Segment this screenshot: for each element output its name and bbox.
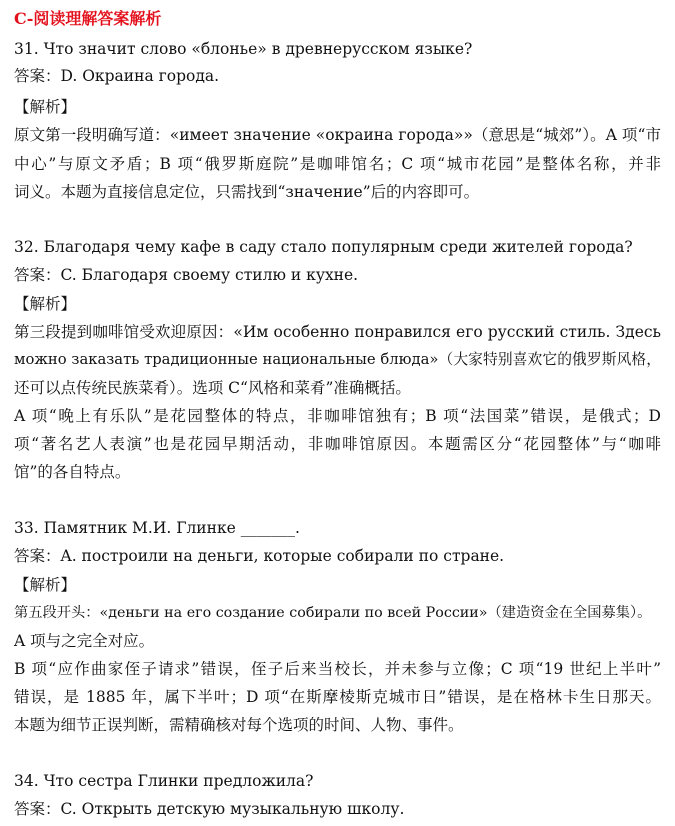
question-31-answer: 答案：D. Окраина города. [14, 67, 220, 85]
question-32-analysis-line: A 项“晚上有乐队”是花园整体的特点，非咖啡馆独有；B 项“法国菜”错误，是俄式；D [14, 407, 661, 425]
question-33-analysis-line: 第五段开头：«деньги на его создание собирали по всей России»（建造资金在全国募集）。 [14, 605, 652, 621]
question-33-analysis-line: 本题为细节正误判断，需精确核对每个选项的时间、人物、事件。 [14, 716, 464, 734]
question-33-text: 33. Памятник М.И. Глинке _______. [14, 519, 300, 537]
question-32-analysis-line: 馆”的各自特点。 [14, 463, 131, 481]
question-32-analysis-line: 项“著名艺人表演”也是花园早期活动，非咖啡馆原因。本题需区分“花园整体”与“咖啡 [14, 435, 661, 453]
question-33-answer: 答案：A. построили на деньги, которые собирали по стране. [14, 547, 505, 565]
question-32-analysis-line: 第三段提到咖啡馆受欢迎原因：«Им особенно понравился его русский стиль. Здесь [14, 323, 661, 341]
question-34-text: 34. Что сестра Глинки предложила? [14, 772, 314, 790]
question-31-analysis-line: 中心”与原文矛盾；B 项“俄罗斯庭院”是咖啡馆名；C 项“城市花园”是整体名称，并非 [14, 155, 661, 173]
question-32-analysis-line: можно заказать традиционные национальные блюда»（大家特别喜欢它的俄罗斯风格， [14, 351, 661, 368]
question-33-analysis-line: B 项“应作曲家侄子请求”错误，侄子后来当校长，并未参与立像；C 项“19 世纪上半叶” [14, 660, 661, 678]
question-31-analysis-label: 【解析】 [14, 98, 77, 116]
question-33-analysis-label: 【解析】 [14, 576, 77, 594]
question-31-text: 31. Что значит слово «блонье» в древнерусском языке? [14, 40, 473, 58]
question-33-analysis-line: 错误，是 1885 年，属下半叶；D 项“在斯摩棱斯克城市日”错误，是在格林卡生日那天。 [14, 688, 661, 706]
question-32-answer: 答案：C. Благодаря своему стилю и кухне. [14, 266, 359, 284]
question-32-analysis-label: 【解析】 [14, 295, 77, 313]
page-title: C-阅读理解答案解析 [14, 9, 162, 28]
question-32-analysis-line: 还可以点传统民族菜肴）。选项 C“风格和菜肴”准确概括。 [14, 379, 411, 397]
question-33-analysis-line: A 项与之完全对应。 [14, 632, 155, 650]
question-31-analysis-line: 词义。本题为直接信息定位，只需找到“значение”后的内容即可。 [14, 183, 480, 201]
question-32-text: 32. Благодаря чему кафе в саду стало популярным среди жителей города? [14, 238, 633, 256]
question-34-answer: 答案：C. Открыть детскую музыкальную школу. [14, 800, 405, 818]
question-31-analysis-line: 原文第一段明确写道：«имеет значение «окраина города»»（意思是“城郊”）。A 项“市 [14, 126, 661, 144]
